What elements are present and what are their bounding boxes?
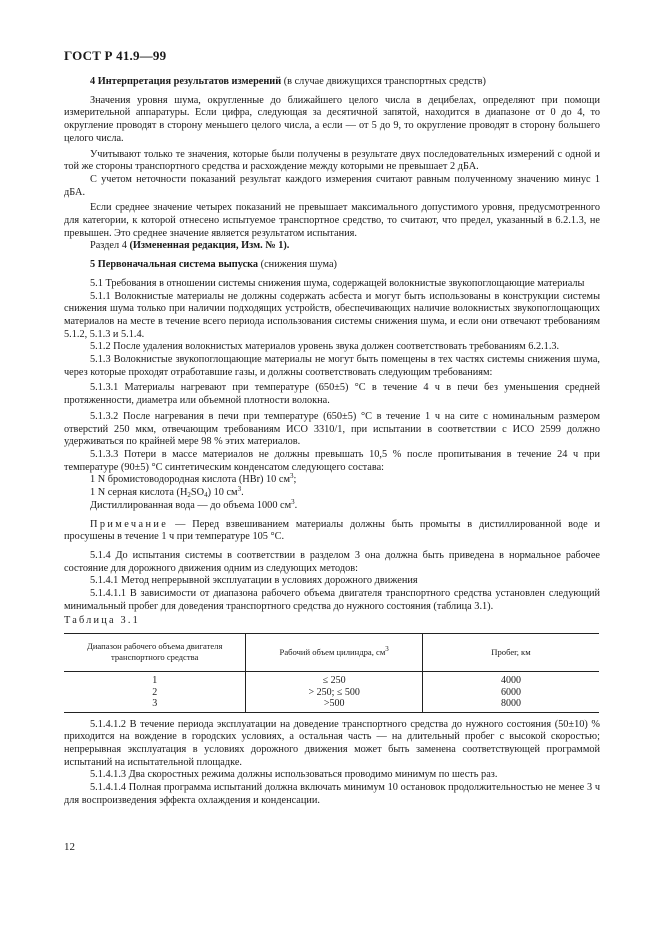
table-row: [64, 672, 599, 687]
table-cell: ≤ 250: [246, 672, 423, 687]
paragraph: 5.1.4.1.3 Два скоростных режима должны использоваться проводимо минимум по шесть раз.: [90, 769, 498, 781]
page-number: 12: [64, 841, 75, 853]
section-5-number: 5: [90, 259, 96, 271]
note: [64, 519, 600, 544]
table-cell: >500: [246, 698, 423, 712]
amendment-prefix: Раздел 4: [90, 240, 127, 252]
table-header-cell: Рабочий объем цилиндра, $см^3$: [246, 634, 423, 672]
table-row: [64, 698, 599, 712]
amendment-note: [64, 240, 600, 253]
paragraph: 5.1.1 Волокнистые материалы не должны содержать асбеста и могут быть использованы в конструкции системы снижения шума только при наличии подходящих устройств, обеспечивающих наличие волокнистых звукопоглощающих материалов на месте в течение всего периода использования системы снижения шума, и если они отвечают требованиям 5.1.2, 5.1.3 и 5.1.4.: [64, 290, 600, 340]
section-4-number: 4: [90, 76, 96, 87]
table-cell: 3: [64, 698, 246, 712]
paragraph: 5.1.3.1 Материалы нагревают при температуре (650±5) °С в течение 4 ч в печи без уменьшения средней протяженности, диаметра или объемной плотности волокна.: [64, 382, 600, 407]
paragraph: 5.1 Требования в отношении системы снижения шума, содержащей волокнистые звукопоглощающие материалы: [90, 277, 585, 289]
section-4-heading: [64, 76, 600, 89]
note-label: Примечание: [90, 518, 169, 530]
table-row: [64, 687, 599, 699]
table-cell: 6000: [422, 687, 599, 699]
paragraph: Учитывают только те значения, которые были получены в результате двух последовательных измерений с одной и той же стороны транспортного средства и расхождение между которыми не превышает 2 дБА.: [64, 148, 600, 173]
paragraph: 5.1.3.3 Потери в массе материалов не должны превышать 10,5 % после пропитывания в течение 24 ч при температуре (90±5) °С синтетическим конденсатом следующего состава:: [64, 448, 600, 473]
table-cell: 1: [152, 675, 158, 687]
paragraph: 5.1.4.1.4 Полная программа испытаний должна включать минимум 10 остановок продолжительностью не менее 3 ч для воспроизведения эффекта охлаждения и конденсации.: [64, 782, 600, 806]
section-4-subtitle: (в случае движущихся транспортных средств): [283, 76, 486, 87]
table-header-cell: Диапазон рабочего объема двигателя транспортного средства: [64, 634, 246, 672]
paragraph: 5.1.3.2 После нагревания в печи при температуре (650±5) °С в течение 1 ч на сите с номинальным размером отверстий 250 мкм, отвечающим требованиям ИСО 3310/1, при испытании в соответствии с ИСО 2599 должно удерживаться по крайней мере 98 % этих материалов.: [64, 410, 600, 448]
paragraph: 5.1.2 После удаления волокнистых материалов уровень звука должен соответствовать требованиям 6.2.1.3.: [90, 341, 560, 353]
condensate-list-item: Дистиллированная вода — до объема 1000 $см^3$.: [90, 497, 298, 511]
mileage-table: [64, 633, 599, 713]
section-4-title: Интерпретация результатов измерений: [97, 76, 282, 87]
paragraph: Значения уровня шума, округленные до ближайшего целого числа в децибелах, определяют при помощи измерительной аппаратуры. Если цифра, следующая за десятичной запятой, находится в диапазоне от 0 до 4, то округление проводят в сторону меньшего целого числа, а если — от 5 до 9, то округление проводят в сторону большего целого числа.: [64, 94, 600, 144]
table-cell: 2: [152, 686, 158, 698]
note-text: — Перед взвешиванием материалы должны быть промыты в дистиллированной воде и просушены в течение 1 ч при температуре 105 °С.: [64, 518, 600, 543]
amendment-label: (Измененная редакция, Изм. № 1).: [129, 240, 290, 252]
section-5-subtitle: (снижения шума): [260, 259, 337, 271]
section-5-heading: [64, 259, 600, 272]
paragraph: 5.1.4.1.2 В течение периода эксплуатации на доведение транспортного средства до нужного состояния (50±10) % приходится на вождение в городских условиях, а остальная часть — на длительный пробег с высокой скоростью; непрерывная эксплуатация в условиях дорожного движения может быть заменена соответствующей программой испытаний на испытательной площадке.: [64, 718, 600, 768]
section-5-title: Первоначальная система выпуска: [97, 259, 259, 271]
table-cell: > 250; ≤ 500: [246, 687, 423, 699]
paragraph: С учетом неточности показаний результат каждого измерения считают равным полученному значению минус 1 дБА.: [64, 173, 600, 198]
paragraph: 5.1.4.1.1 В зависимости от диапазона рабочего объема двигателя транспортного средства установлен следующий минимальный пробег для доведения транспортного средства до нужного состояния (таблица 3.1).: [64, 588, 600, 612]
paragraph: Если среднее значение четырех показаний не превышает максимального допустимого уровня, предусмотренного для категории, к которой отнесено испытуемое транспортное средство, то считают, что предел, указанный в 6.2.1.3, не превышен. Это среднее значение является результатом испытания.: [64, 202, 600, 239]
condensate-list-item: 1 N бромистоводородная кислота (HBr) 10 $см^3$;: [90, 472, 297, 486]
paragraph: 5.1.4.1 Метод непрерывной эксплуатации в условиях дорожного движения: [90, 575, 418, 587]
table-cell: 8000: [422, 698, 599, 712]
table-cell: 4000: [422, 672, 599, 687]
table-header-row: [64, 634, 599, 672]
document-code-header: ГОСТ Р 41.9—99: [64, 48, 167, 63]
paragraph: 5.1.3 Волокнистые звукопоглощающие материалы не могут быть помещены в тех частях системы снижения шума, через которые проходят отработавшие газы, и должны соответствовать следующим требованиям:: [64, 354, 600, 378]
table-header-cell: Пробег, км: [422, 634, 599, 672]
table-caption: Таблица 3.1: [64, 615, 140, 627]
paragraph: 5.1.4 До испытания системы в соответствии в разделом 3 она должна быть приведена в нормальное рабочее состояние для дорожного движения одним из следующих методов:: [64, 549, 600, 574]
condensate-list-item: 1 N серная кислота $(H_2SO_4)$ 10 $см^3$.: [90, 485, 244, 500]
document-body: [64, 76, 600, 808]
